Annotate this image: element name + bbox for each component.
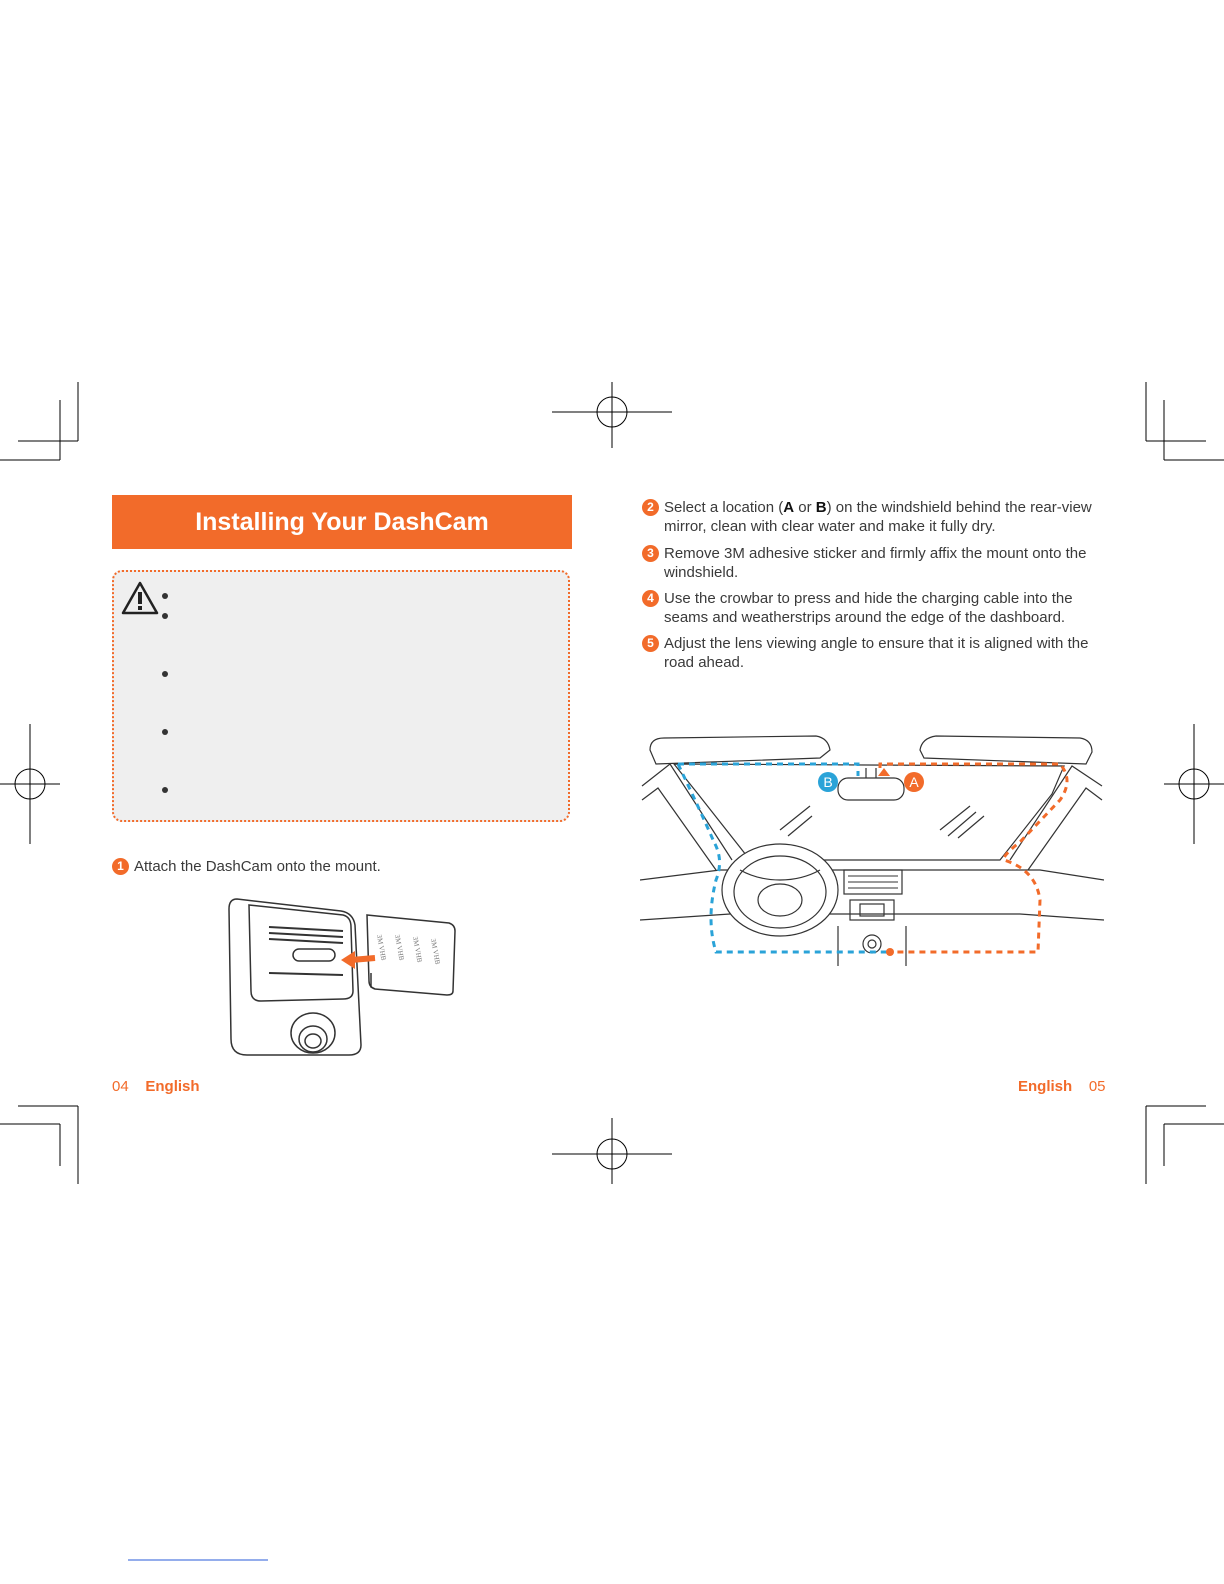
step-2-text-start: Select a location ( [664,499,784,516]
footer-language-right: English [1018,1078,1073,1095]
footer-left [112,1078,200,1095]
warning-bullet [162,671,168,677]
step-number-5: 5 [642,635,659,652]
diagram-label-b: B [823,774,833,790]
page-title: Installing Your DashCam [112,495,572,549]
svg-text:3M VHB: 3M VHB [375,933,388,962]
warning-bullet [162,593,168,599]
car-interior-diagram [640,730,1104,966]
step-number-4: 4 [642,590,659,607]
footer-language-left: English [145,1078,200,1095]
step-4-text: Use the crowbar to press and hide the charging cable into the seams and weatherstrips around the edge of the dashboard. [664,590,1073,626]
page-number-left: 04 [112,1078,129,1095]
location-b-label: B [815,499,827,516]
svg-text:3M VHB: 3M VHB [411,935,424,964]
step-1-text: Attach the DashCam onto the mount. [134,858,381,875]
dashcam-mount-illustration [225,895,461,1065]
step-number-2: 2 [642,499,659,516]
step-5-text: Adjust the lens viewing angle to ensure that it is aligned with the road ahead. [664,635,1089,671]
svg-text:3M VHB: 3M VHB [393,933,406,962]
warning-bullet [162,787,168,793]
warning-bullet [162,613,168,619]
warning-bullet [162,729,168,735]
svg-text:3M VHB: 3M VHB [429,937,442,966]
step-3-text: Remove 3M adhesive sticker and firmly affix the mount onto the windshield. [664,545,1087,581]
step-5 [642,634,1092,672]
step-2-or: or [794,499,816,516]
step-2 [642,498,1092,536]
warning-icon [120,580,160,616]
footer-right [1018,1078,1106,1095]
step-1 [112,857,572,876]
step-4 [642,589,1092,627]
step-2-text-end: ) on the windshield behind the rear-view mirror, clean with clear water and make it fully dry. [664,499,1092,535]
warning-box [112,570,570,822]
diagram-label-a: A [909,774,919,790]
step-number-3: 3 [642,545,659,562]
page-number-right: 05 [1088,1078,1106,1095]
location-a-label: A [783,499,795,516]
step-3 [642,544,1092,582]
step-number-1: 1 [112,858,129,875]
